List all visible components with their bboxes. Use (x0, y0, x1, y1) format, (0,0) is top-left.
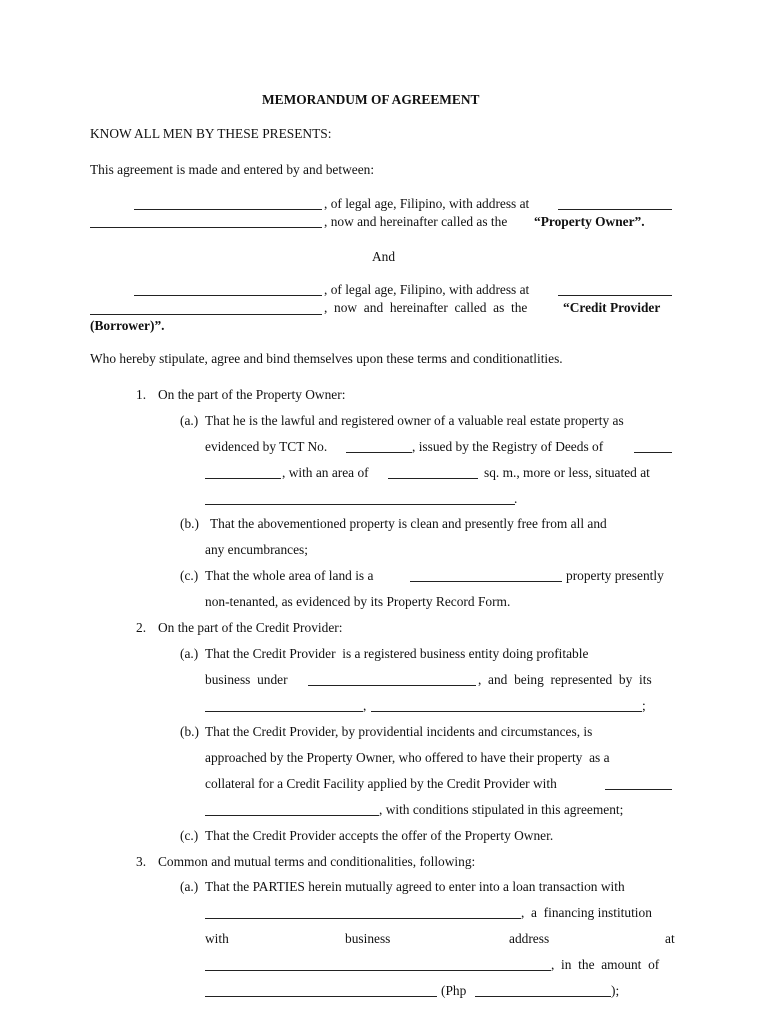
representative-blank-2 (371, 711, 642, 712)
s1-c-line2: non-tenanted, as evidenced by its Property Record Form. (205, 594, 511, 609)
credit-facility-blank (605, 789, 672, 790)
s3-a-line3-w3: address (509, 931, 550, 946)
party1-line2-text: , now and hereinafter called as the (324, 214, 508, 229)
amount-words-blank (205, 996, 437, 997)
s3-a-line3-w2: business (345, 931, 391, 946)
s2-b-line2: approached by the Property Owner, who offered to have their property as a (205, 750, 610, 765)
s2-a-line3: ; (642, 698, 646, 713)
s3-a-line5a: (Php (441, 983, 467, 998)
s1-a-line4: . (514, 491, 518, 506)
and-separator: And (372, 249, 396, 264)
s2-b-label: (b.) (180, 724, 199, 739)
business-address-blank (205, 970, 551, 971)
party1-address-blank-2 (90, 227, 322, 228)
s2-a-line1: That the Credit Provider is a registered business entity doing profitable (205, 646, 589, 661)
s3-a-line2: , a financing institution (521, 905, 652, 920)
party2-name-blank (134, 295, 322, 296)
s2-c-label: (c.) (180, 828, 199, 843)
registry-blank (634, 452, 672, 453)
document-title: MEMORANDUM OF AGREEMENT (262, 92, 480, 107)
s2-c-line1: That the Credit Provider accepts the offer of the Property Owner. (205, 828, 554, 843)
section1-number: 1. (136, 387, 147, 402)
s3-a-line5b: ); (611, 983, 620, 998)
representative-blank (205, 711, 363, 712)
section2-number: 2. (136, 620, 147, 635)
s1-a-line3b: sq. m., more or less, situated at (484, 465, 650, 480)
business-name-blank (308, 685, 476, 686)
party2-role-a: “Credit Provider (563, 300, 661, 315)
know-all-heading: KNOW ALL MEN BY THESE PRESENTS: (90, 126, 332, 141)
stipulate-paragraph: Who hereby stipulate, agree and bind themselves upon these terms and conditionatlities. (90, 351, 563, 366)
s1-a-line2a: evidenced by TCT No. (205, 439, 328, 454)
s1-a-line1: That he is the lawful and registered owner of a valuable real estate property as (205, 413, 624, 428)
s2-a-label: (a.) (180, 646, 199, 661)
party2-role-b: (Borrower)”. (90, 318, 165, 333)
registry-blank-2 (205, 478, 281, 479)
amount-php-blank (475, 996, 611, 997)
s1-a-line2b: , issued by the Registry of Deeds of (412, 439, 604, 454)
s1-b-line2: any encumbrances; (205, 542, 308, 557)
s1-b-label: (b.) (180, 516, 199, 531)
intro-paragraph: This agreement is made and entered by and between: (90, 162, 375, 177)
section3-number: 3. (136, 854, 147, 869)
s1-a-label: (a.) (180, 413, 199, 428)
s2-b-line3: collateral for a Credit Facility applied by the Credit Provider with (205, 776, 557, 791)
s1-b-line1: That the abovementioned property is clean and presently free from all and (210, 516, 607, 531)
section3-heading: Common and mutual terms and conditionalities, following: (158, 854, 476, 869)
party2-line1-text: , of legal age, Filipino, with address at (324, 282, 530, 297)
s2-b-line1: That the Credit Provider, by providential incidents and circumstances, is (205, 724, 593, 739)
s3-a-line1: That the PARTIES herein mutually agreed to enter into a loan transaction with (205, 879, 625, 894)
land-type-blank (410, 581, 562, 582)
party2-address-blank (558, 295, 672, 296)
party1-name-blank (134, 209, 322, 210)
credit-facility-blank-2 (205, 815, 379, 816)
party2-address-blank-2 (90, 314, 322, 315)
party2-line2-text: , now and hereinafter called as the (324, 300, 528, 315)
s2-a-line3-comma: , (363, 698, 367, 713)
s2-b-line4: , with conditions stipulated in this agreement; (379, 802, 624, 817)
s3-a-line4: , in the amount of (551, 957, 660, 972)
party1-role: “Property Owner”. (534, 214, 645, 229)
party1-address-blank (558, 209, 672, 210)
s1-c-line1b: property presently (566, 568, 664, 583)
s3-a-line3-w4: at (665, 931, 675, 946)
s2-a-line2b: , and being represented by its (478, 672, 652, 687)
tct-number-blank (346, 452, 412, 453)
s1-a-line3a: , with an area of (282, 465, 369, 480)
location-blank (205, 504, 515, 505)
area-blank (388, 478, 478, 479)
s2-a-line2a: business under (205, 672, 288, 687)
s1-c-line1a: That the whole area of land is a (205, 568, 374, 583)
section2-heading: On the part of the Credit Provider: (158, 620, 343, 635)
s3-a-line3-w1: with (205, 931, 229, 946)
party1-line1-text: , of legal age, Filipino, with address at (324, 196, 530, 211)
financing-institution-blank (205, 918, 521, 919)
s3-a-label: (a.) (180, 879, 199, 894)
section1-heading: On the part of the Property Owner: (158, 387, 346, 402)
s1-c-label: (c.) (180, 568, 199, 583)
